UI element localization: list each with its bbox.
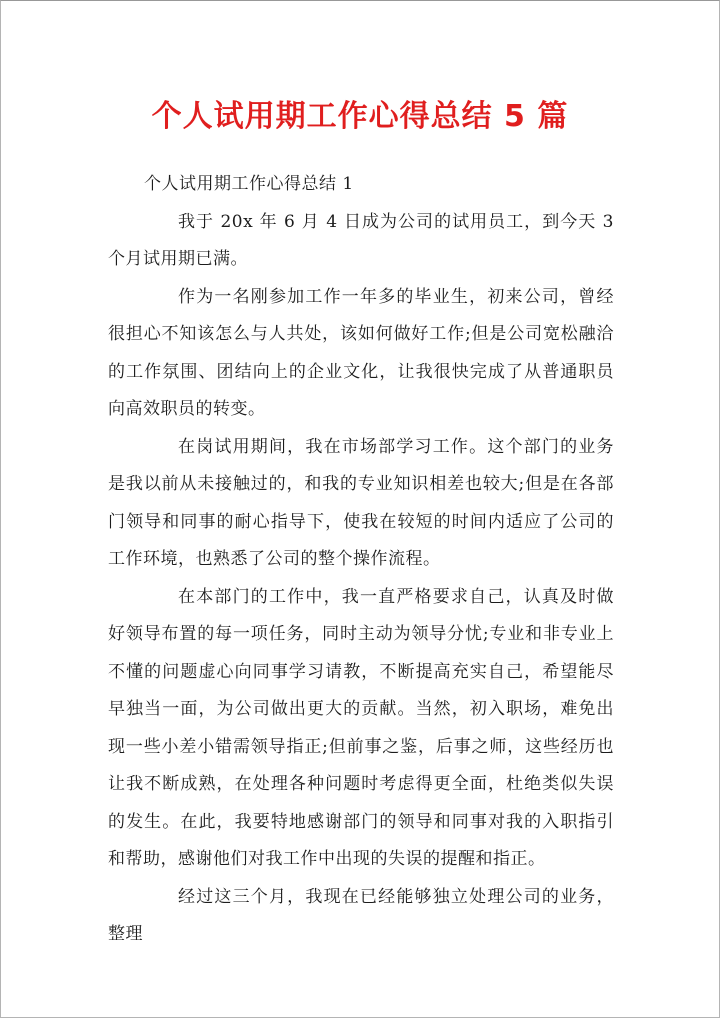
paragraph: 在本部门的工作中，我一直严格要求自己，认真及时做好领导布置的每一项任务，同时主动为领导分忧;专业和非专业上不懂的问题虚心向同事学习请教，不断提高充实自己，希望能尽早独当一面，为公司做出更大的贡献。当然，初入职场，难免出现一些小差小错需领导指正;但前事之鉴，后事之师，这些经历也让我不断成熟，在处理各种问题时考虑得更全面，杜绝类似失误的发生。在此，我要特地感谢部门的领导和同事对我的入职指引和帮助，感谢他们对我工作中出现的失误的提醒和指正。 <box>108 586 614 869</box>
document-body <box>108 166 614 954</box>
paragraph: 作为一名刚参加工作一年多的毕业生，初来公司，曾经很担心不知该怎么与人共处，该如何做好工作;但是公司宽松融洽的工作氛围、团结向上的企业文化，让我很快完成了从普通职员向高效职员的转变。 <box>108 286 614 419</box>
paragraph: 我于 20x 年 6 月 4 日成为公司的试用员工，到今天 3 个月试用期已满。 <box>108 211 614 269</box>
paragraph: 经过这三个月，我现在已经能够独立处理公司的业务，整理 <box>108 886 614 944</box>
paragraph: 在岗试用期间，我在市场部学习工作。这个部门的业务是我以前从未接触过的，和我的专业知识相差也较大;但是在各部门领导和同事的耐心指导下，使我在较短的时间内适应了公司的工作环境，也熟悉了公司的整个操作流程。 <box>108 436 614 569</box>
section-heading: 个人试用期工作心得总结 1 <box>144 174 354 194</box>
document-title: 个人试用期工作心得总结 5 篇 <box>151 99 569 134</box>
